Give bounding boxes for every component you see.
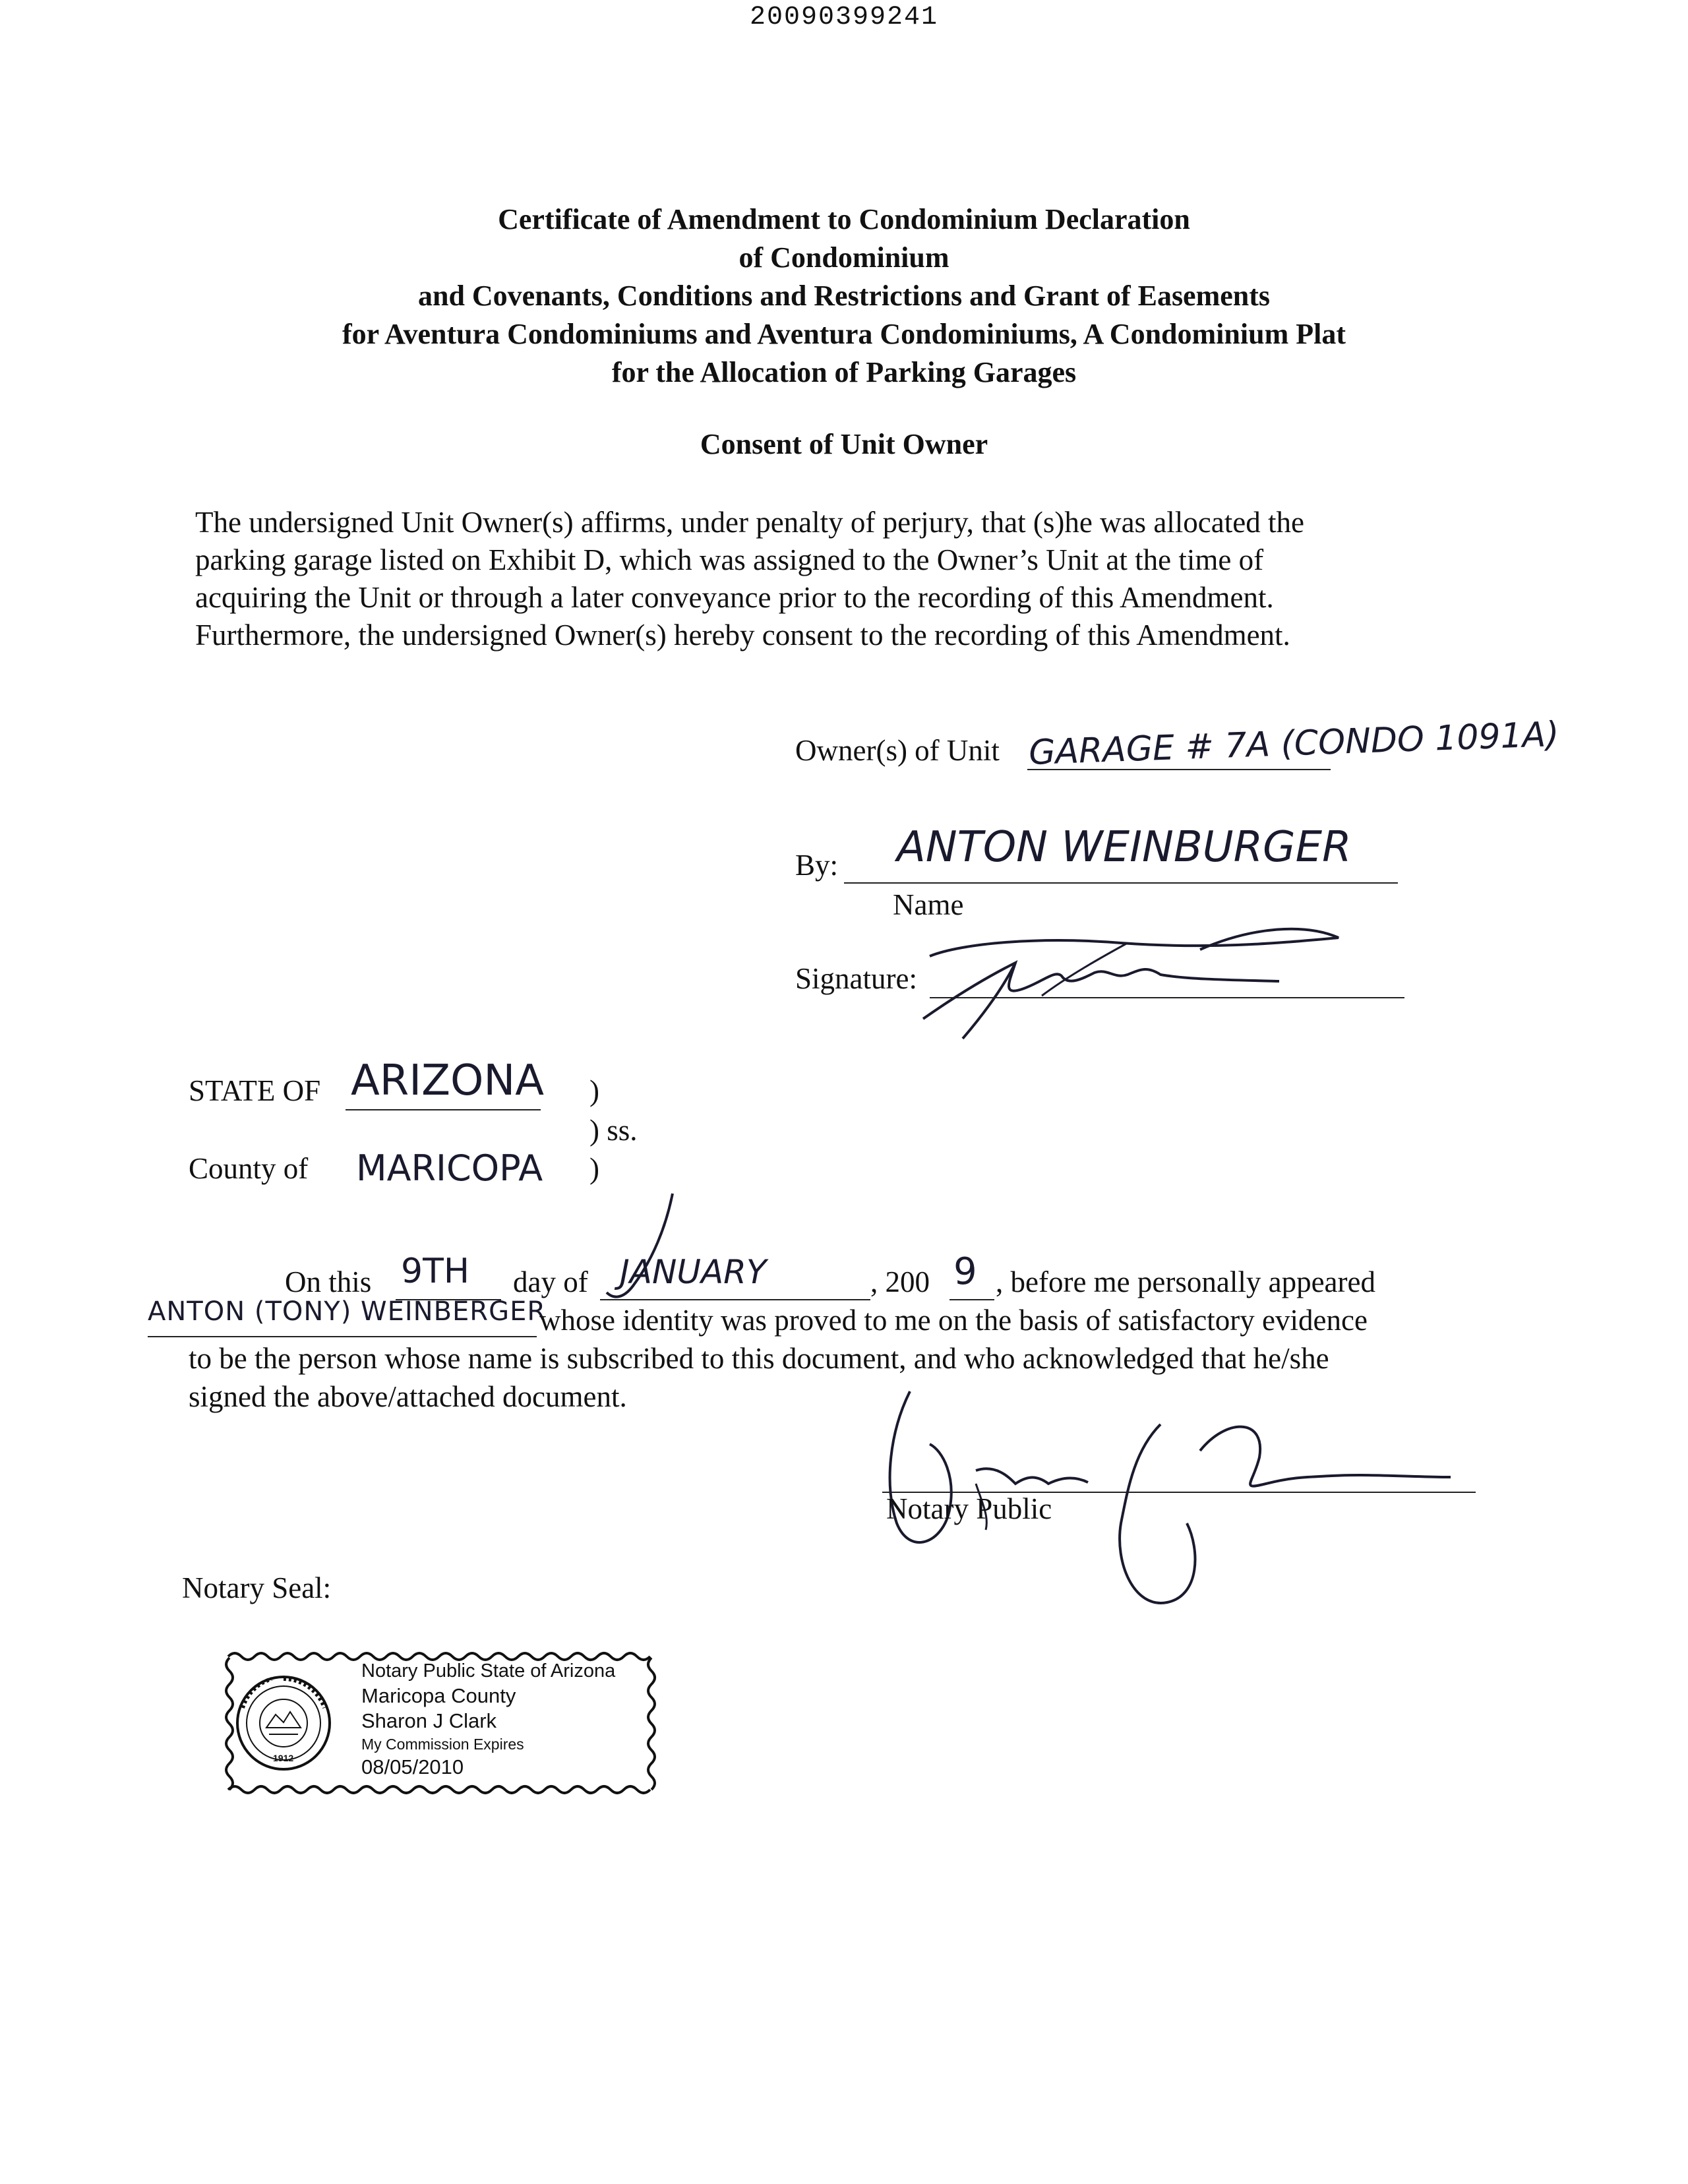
- owner-signature: [910, 897, 1411, 1048]
- month-flourish: [593, 1187, 686, 1306]
- notary-stamp: [223, 1650, 658, 1796]
- ack-year-prefix: , 200: [870, 1265, 930, 1298]
- title-line: of Condominium: [738, 241, 950, 274]
- stamp-line: My Commission Expires: [361, 1736, 524, 1753]
- month-handwritten-value: JANUARY: [620, 1253, 767, 1291]
- notary-seal-label: Notary Seal:: [182, 1571, 332, 1604]
- year-underline: [950, 1299, 994, 1300]
- stamp-line: 08/05/2010: [361, 1755, 464, 1778]
- state-handwritten-value: ARIZONA: [351, 1056, 544, 1105]
- document-title: [0, 200, 1688, 392]
- by-underline: [844, 882, 1398, 884]
- appeared-underline: [148, 1336, 537, 1337]
- title-line: for the Allocation of Parking Garages: [611, 356, 1077, 388]
- venue-paren: ): [589, 1074, 599, 1107]
- ack-line2-tail: whose identity was proved to me on the basis of satisfactory evidence: [539, 1304, 1368, 1337]
- owner-handwritten-name: ANTON WEINBURGER: [897, 823, 1352, 872]
- consent-heading: Consent of Unit Owner: [700, 428, 988, 460]
- year-handwritten-value: 9: [953, 1250, 977, 1293]
- paragraph-line: parking garage listed on Exhibit D, which was assigned to the Owner’s Unit at the time of: [195, 543, 1264, 576]
- paragraph-line: The undersigned Unit Owner(s) affirms, under penalty of perjury, that (s)he was allocated the: [195, 506, 1304, 539]
- signature-label: Signature:: [795, 962, 917, 995]
- day-handwritten-value: 9TH: [401, 1252, 469, 1291]
- stamp-line: Notary Public State of Arizona: [361, 1660, 616, 1682]
- state-label: STATE OF: [189, 1074, 321, 1107]
- stamp-line: Maricopa County: [361, 1684, 516, 1707]
- venue-paren: ): [589, 1152, 599, 1185]
- paragraph-line: Furthermore, the undersigned Owner(s) hereby consent to the recording of this Amendment.: [195, 619, 1290, 652]
- seal-year: 1912: [273, 1753, 294, 1763]
- title-line: Certificate of Amendment to Condominium Declaration: [498, 203, 1190, 235]
- stamp-line: Sharon J Clark: [361, 1709, 497, 1732]
- title-line: for Aventura Condominiums and Aventura Condominiums, A Condominium Plat: [342, 318, 1346, 350]
- ack-day-of: day of: [513, 1265, 588, 1298]
- unit-handwritten-value: GARAGE # 7A (CONDO 1091A): [1028, 714, 1560, 774]
- ack-line4: signed the above/attached document.: [189, 1380, 627, 1413]
- appeared-handwritten-name: ANTON (TONY) WEINBERGER: [148, 1296, 547, 1327]
- county-label: County of: [189, 1152, 309, 1185]
- ack-on-this: On this: [285, 1265, 372, 1298]
- owner-unit-label: Owner(s) of Unit: [795, 734, 1000, 767]
- paragraph-line: acquiring the Unit or through a later conveyance prior to the recording of this Amendment.: [195, 581, 1274, 614]
- county-handwritten-value: MARICOPA: [356, 1147, 543, 1189]
- by-label: By:: [795, 849, 839, 882]
- state-underline: [346, 1109, 541, 1110]
- consent-paragraph: [195, 504, 1514, 654]
- venue-ss: ) ss.: [589, 1114, 638, 1147]
- recording-number: 20090399241: [749, 3, 939, 32]
- notary-public-label: Notary Public: [886, 1492, 1052, 1525]
- name-caption: Name: [893, 888, 964, 921]
- ack-line3: to be the person whose name is subscribed to this document, and who acknowledged that he/she: [189, 1342, 1329, 1375]
- ack-line1-tail: , before me personally appeared: [996, 1265, 1375, 1298]
- title-line: and Covenants, Conditions and Restrictions and Grant of Easements: [417, 280, 1271, 312]
